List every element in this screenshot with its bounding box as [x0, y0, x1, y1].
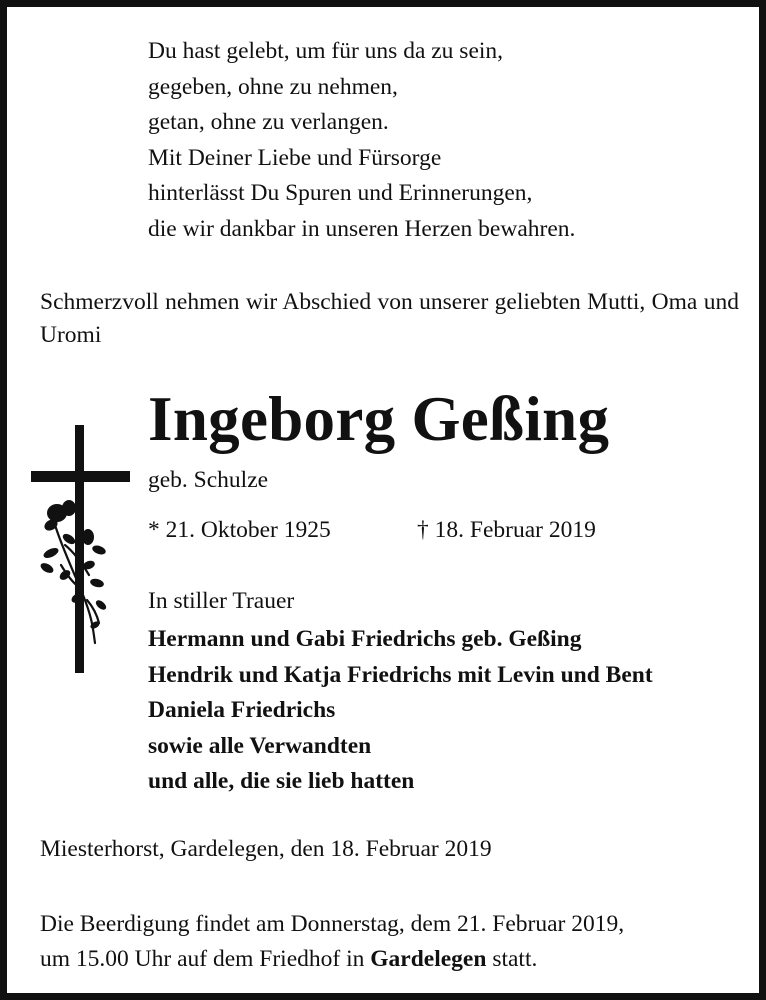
- place-and-date: Miesterhorst, Gardelegen, den 18. Februar 2019: [40, 836, 492, 862]
- birth-name: geb. Schulze: [148, 467, 269, 493]
- mourner-line: sowie alle Verwandten: [148, 732, 372, 759]
- poem-line: die wir dankbar in unseren Herzen bewahren.: [148, 215, 576, 242]
- poem-line: Mit Deiner Liebe und Fürsorge: [148, 144, 442, 171]
- mourner-line: und alle, die sie lieb hatten: [148, 768, 415, 794]
- funeral-end-text: statt.: [486, 946, 538, 972]
- mourner-line: Hermann und Gabi Friedrichs geb. Geßing: [148, 626, 582, 652]
- mourner-line: Daniela Friedrichs: [148, 697, 336, 723]
- memorial-poem: [148, 34, 575, 247]
- death-date: † 18. Februar 2019: [417, 517, 596, 543]
- poem-line: gegeben, ohne zu nehmen,: [148, 73, 398, 100]
- mourner-line: Hendrik und Katja Friedrichs mit Levin und Bent: [148, 661, 653, 688]
- mourning-label: In stiller Trauer: [148, 588, 295, 614]
- farewell-intro: Schmerzvoll nehmen wir Abschied von unserer geliebten Mutti, Oma und Uromi: [40, 289, 739, 348]
- funeral-time-text: um 15.00 Uhr auf dem Friedhof in: [40, 946, 371, 972]
- cross-with-rose-icon: [31, 425, 131, 675]
- poem-line: Du hast gelebt, um für uns da zu sein,: [148, 38, 504, 64]
- poem-line: hinterlässt Du Spuren und Erinnerungen,: [148, 180, 533, 206]
- poem-line: getan, ohne zu verlangen.: [148, 109, 389, 135]
- funeral-info: [40, 907, 624, 977]
- birth-date: * 21. Oktober 1925: [148, 517, 331, 543]
- mourners-list: [148, 622, 653, 800]
- deceased-name: Ingeborg Geßing: [148, 384, 610, 454]
- funeral-line-2: [40, 942, 624, 977]
- funeral-place: Gardelegen: [370, 946, 487, 972]
- funeral-line-1: Die Beerdigung findet am Donnerstag, dem 21. Februar 2019,: [40, 911, 625, 937]
